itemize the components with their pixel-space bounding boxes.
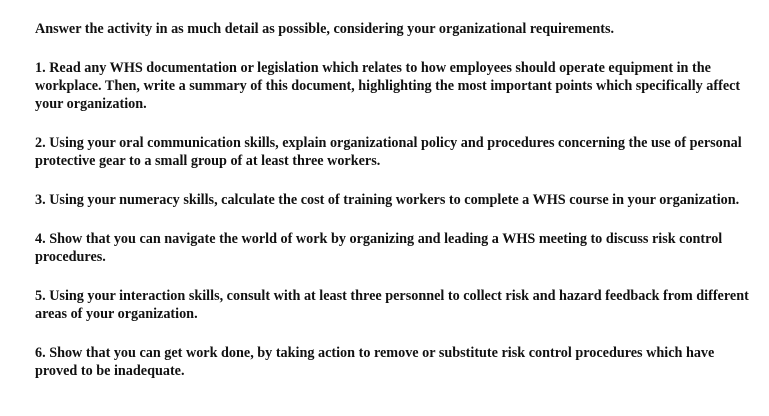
item-text: Show that you can get work done, by taking action to remove or substitute risk control procedures which have proved to be inadequate. — [35, 345, 715, 379]
instructions-text: Answer the activity in as much detail as possible, considering your organizational requirements. — [35, 21, 615, 37]
item-text: Using your interaction skills, consult with at least three personnel to collect risk and hazard feedback from different areas of your organization. — [35, 288, 749, 322]
item-number: 5. — [35, 288, 46, 304]
activity-item-3 — [35, 191, 750, 209]
activity-item-6 — [35, 344, 750, 380]
item-number: 2. — [35, 135, 46, 151]
item-number: 1. — [35, 60, 46, 76]
item-number: 3. — [35, 192, 46, 208]
activity-item-5 — [35, 287, 750, 323]
item-number: 4. — [35, 231, 46, 247]
activity-item-2 — [35, 134, 750, 170]
document-body — [35, 20, 750, 401]
activity-item-4 — [35, 230, 750, 266]
activity-item-1 — [35, 59, 750, 113]
item-text: Read any WHS documentation or legislation which relates to how employees should operate equipment in the workplace. Then, write a summary of this document, highlighting the most important points which specifically affect your organization. — [35, 60, 741, 112]
item-text: Using your oral communication skills, explain organizational policy and procedures concerning the use of personal protective gear to a small group of at least three workers. — [35, 135, 742, 169]
item-text: Show that you can navigate the world of work by organizing and leading a WHS meeting to discuss risk control procedures. — [35, 231, 723, 265]
item-text: Using your numeracy skills, calculate the cost of training workers to complete a WHS course in your organization. — [49, 192, 740, 208]
item-number: 6. — [35, 345, 46, 361]
